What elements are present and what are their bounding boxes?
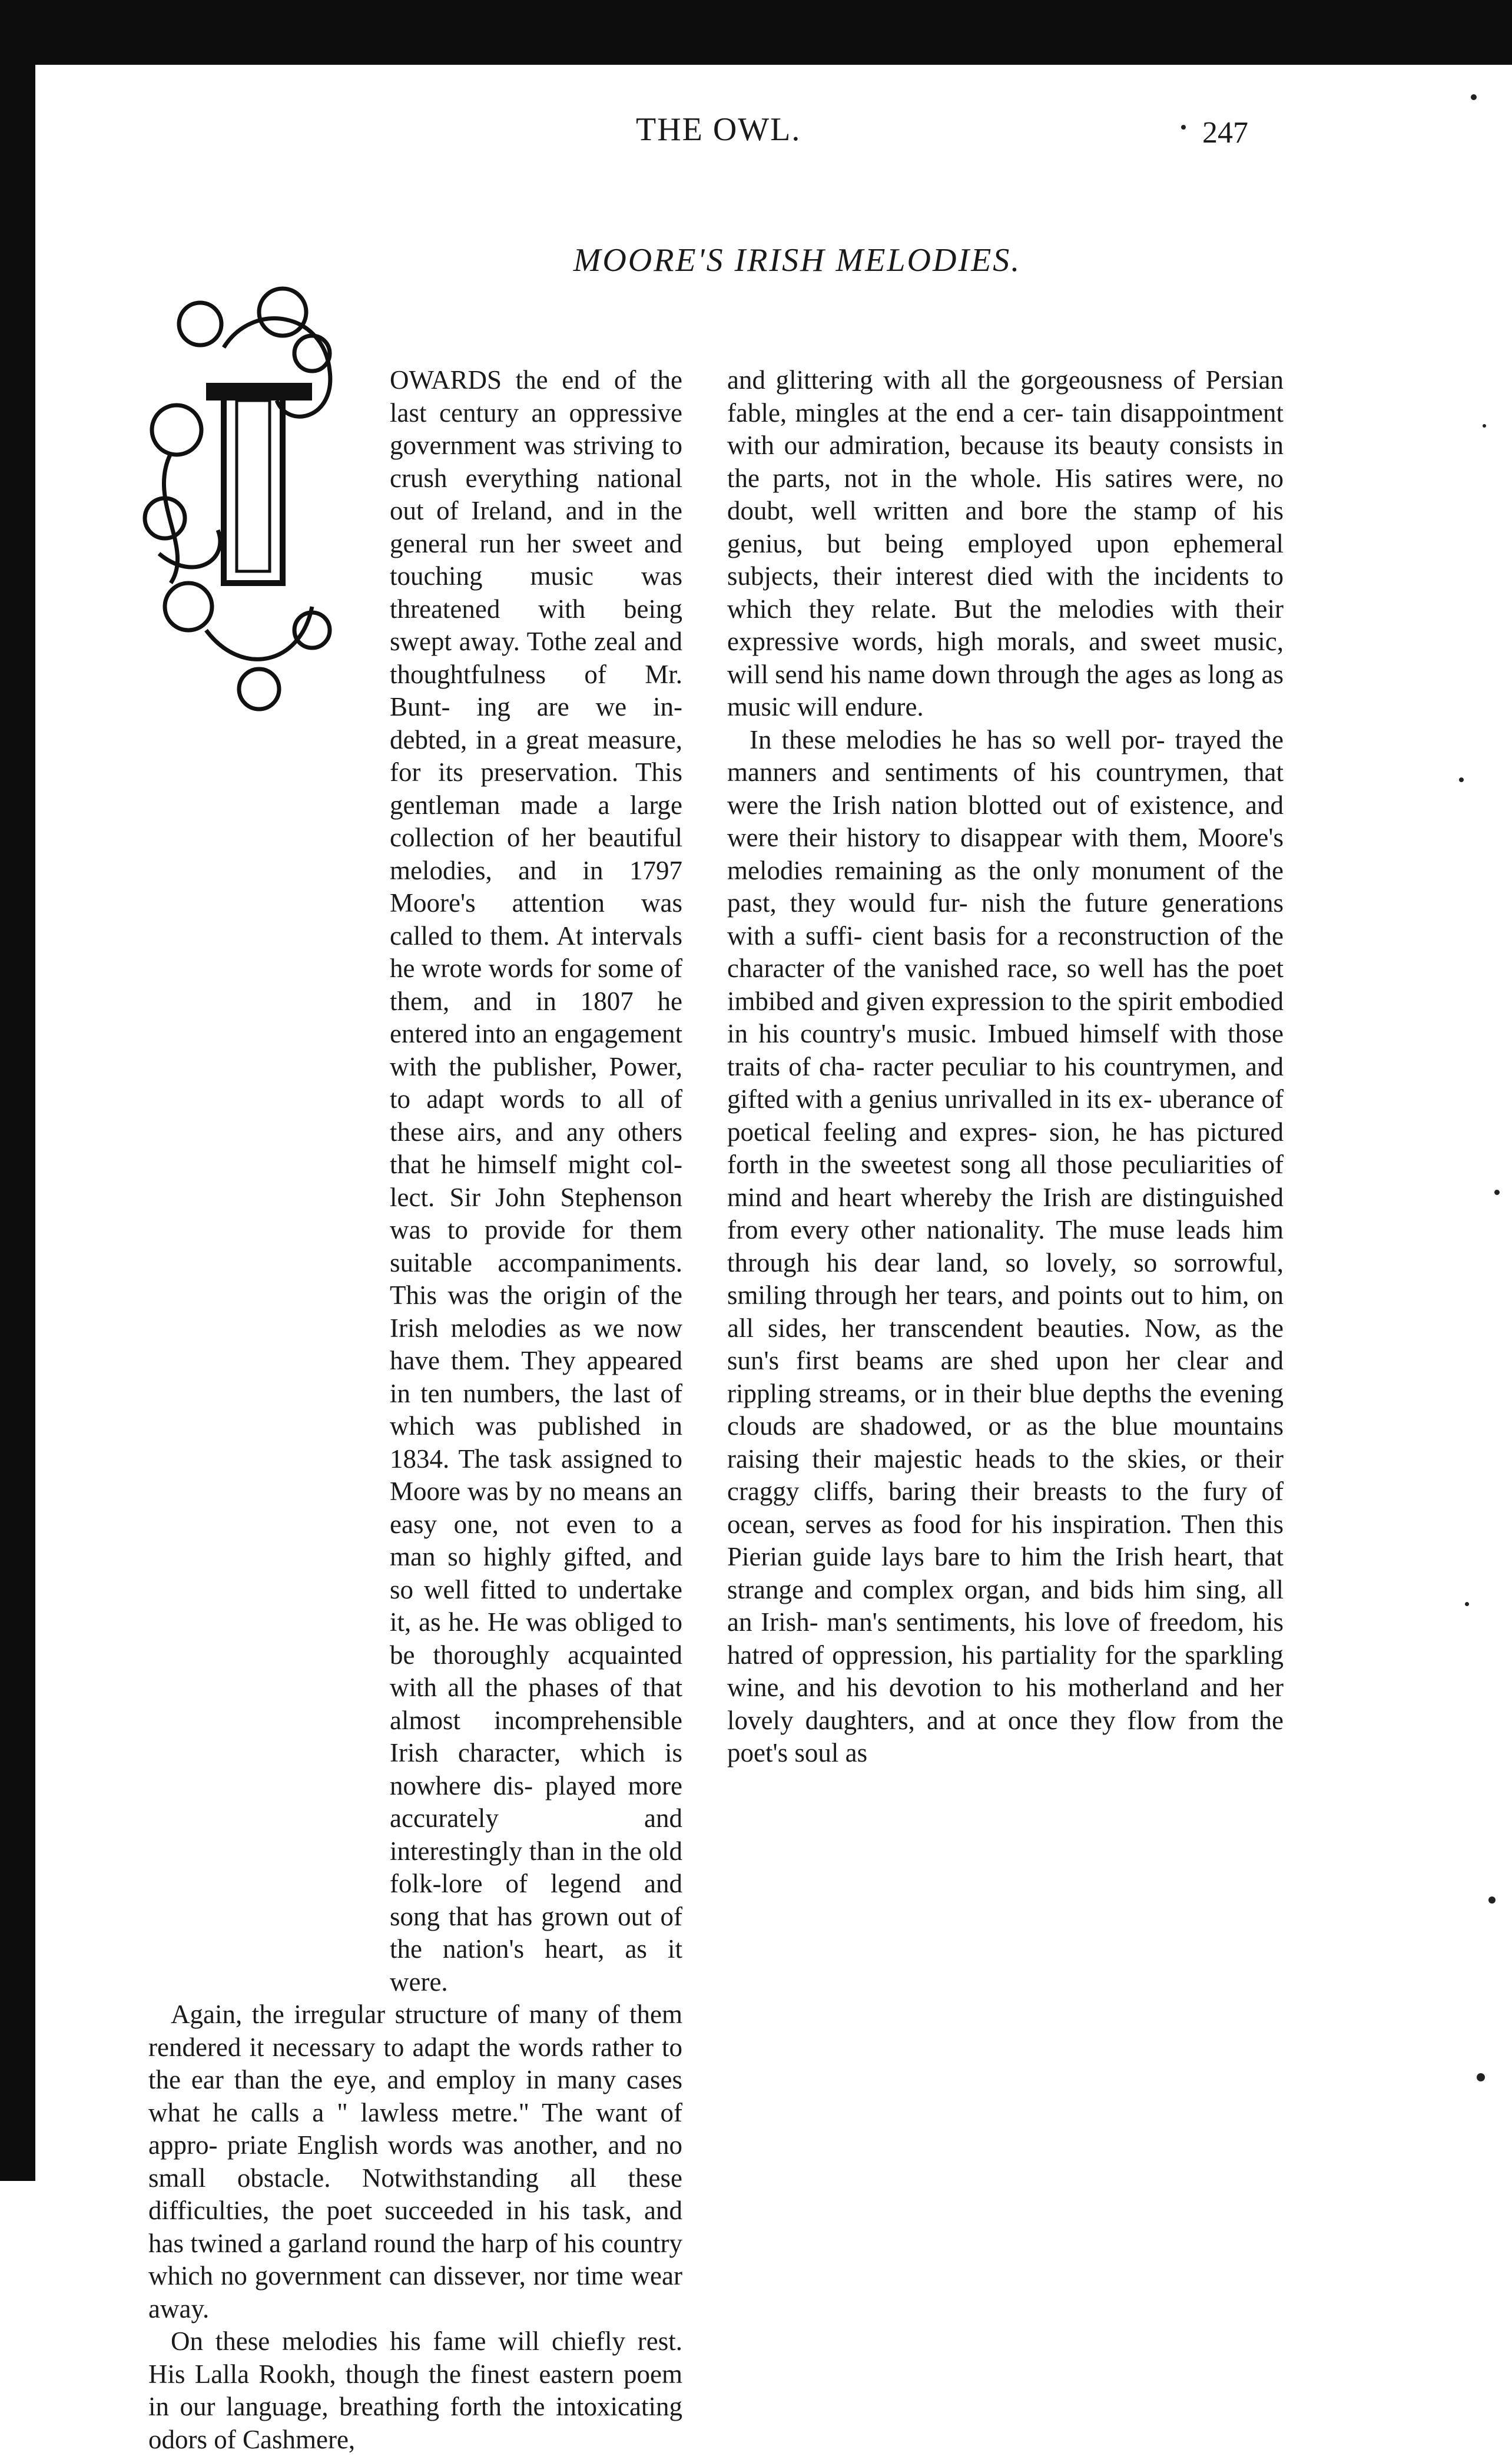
left-column xyxy=(148,364,682,2456)
scan-margin-speckles xyxy=(1424,71,1512,2181)
head-dot xyxy=(1181,125,1186,130)
scan-border-left xyxy=(0,53,35,2181)
page-number: 247 xyxy=(1202,116,1248,150)
article-paragraph: OWARDS the end of the last century an oppressive government was striving to crush everything national out of Ireland, and in the general run her sweet and touching music was threatened with being swept away. Tothe zeal and thoughtfulness of Mr. Bunt- ing are we in- debted, in a great measure, for its preservation. This gentleman made a large collection of her beautiful melodies, and in 1797 Moore's attention was called to them. At intervals he wrote words for some of them, and in 1807 he entered into an engagement with the publisher, Power, to adapt words to all of these airs, and any others that he himself might col- lect. Sir John Stephenson was to provide for them suitable accompaniments. This was the origin of the Irish melodies as we now have them. They appeared in ten numbers, the last of which was published in 1834. The task assigned to Moore was by no means an easy one, not even to a man so highly gifted, and so well fitted to undertake it, as he. He was obliged to be thoroughly acquainted with all the phases of that almost incomprehensible Irish character, which is nowhere dis- played more accurately and interestingly than in the old folk-lore of legend and song that has grown out of the nation's heart, as it were. xyxy=(390,365,682,1997)
article-paragraph: In these melodies he has so well por- trayed the manners and sentiments of his countrymen, that were the Irish nation blotted out of existence, and were their history to disappear with them, Moore's melodies remaining as the only monument of the past, they would fur- nish the future generations with a suffi- cient basis for a reconstruction of the character of the vanished race, so well has the poet imbibed and given expression to the spirit embodied in his country's music. Imbued himself with those traits of cha- racter peculiar to his countrymen, and gifted with a genius unrivalled in its ex- uberance of poetical feeling and expres- sion, he has pictured forth in the sweetest song all those peculiarities of mind and heart whereby the Irish are distinguished from every other nationality. The muse leads him through his dear land, so lovely, so sorrowful, smiling through her tears, and points out to him, on all sides, her transcendent beauties. Now, as the sun's first beams are shed upon her clear and rippling streams, or in their blue depths the evening clouds are shadowed, or as the blue mountains raising their majestic heads to the skies, or their craggy cliffs, baring their breasts to the fury of ocean, serves as food for his inspiration. Then this Pierian guide lays bare to him the Irish heart, that strange and complex organ, and bids him sing, all an Irish- man's sentiments, his love of freedom, his hatred of oppression, his partiality for the sparkling wine, and his devotion to his motherland and her lovely daughters, and at once they flow from the poet's soul as xyxy=(727,724,1284,1767)
running-head xyxy=(0,99,1512,170)
article-title: MOORE'S IRISH MELODIES. xyxy=(573,242,1022,279)
article-paragraph: Again, the irregular structure of many of them rendered it necessary to adapt the words rather to the ear than the eye, and employ in many cases what he calls a " lawless metre." The want of appro- priate English words was another, and no small obstacle. Notwithstanding all these difficulties, the poet succeeded in his task, and has twined a garland round the harp of his country which no government can dissever, nor time wear away. xyxy=(148,2000,682,2323)
right-column xyxy=(727,364,1284,1770)
journal-title: THE OWL. xyxy=(636,111,801,148)
scan-border-top xyxy=(0,0,1512,65)
article-paragraph: and glittering with all the gorgeousness of Persian fable, mingles at the end a cer- tain disappointment with our admiration, because its beauty consists in the parts, not in the whole. His satires were, no doubt, well written and bore the stamp of his genius, but being employed upon ephemeral subjects, their interest died with the incidents to which they relate. But the melodies with their expressive words, high morals, and sweet music, will send his name down through the ages as long as music will endure. xyxy=(727,365,1284,721)
article-paragraph: On these melodies his fame will chiefly rest. His Lalla Rookh, though the finest eastern poem in our language, breathing forth the intoxicating odors of Cashmere, xyxy=(148,2326,682,2454)
